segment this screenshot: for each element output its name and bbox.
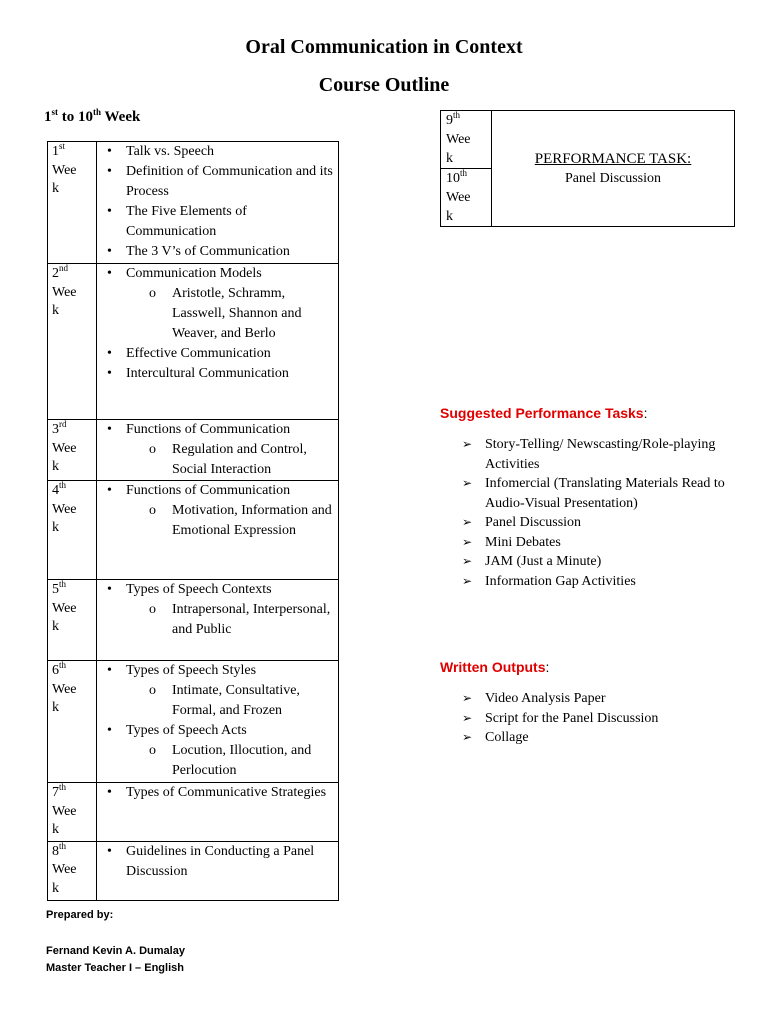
list-item: ➢ Information Gap Activities — [462, 572, 732, 592]
written-outputs-heading: Written Outputs: — [440, 659, 550, 675]
week-range-end-suffix: th — [93, 107, 102, 117]
week-range-end: 10 — [78, 109, 93, 125]
sub-list-item: o Aristotle, Schramm, Lasswell, Shannon and Weaver, and Berlo — [126, 284, 334, 344]
week-cell: 5th Wee k — [48, 580, 97, 661]
topics-cell — [97, 841, 339, 900]
list-item: • The 3 V’s of Communication — [97, 242, 334, 262]
table-row — [441, 111, 735, 169]
list-item: ➢ Collage — [462, 728, 732, 748]
topics-cell — [97, 481, 339, 580]
list-item: • Functions of Communication o Motivation, Information and Emotional Expression — [97, 481, 334, 541]
table-row — [48, 420, 339, 481]
week-cell: 2nd Wee k — [48, 264, 97, 420]
week-cell: 3rd Wee k — [48, 420, 97, 481]
list-item: ➢ Script for the Panel Discussion — [462, 709, 732, 729]
topics-cell — [97, 661, 339, 783]
sub-list-item: o Intimate, Consultative, Formal, and Frozen — [126, 681, 334, 721]
sub-list-item: o Motivation, Information and Emotional Expression — [126, 501, 334, 541]
list-item: • The Five Elements of Communication — [97, 202, 334, 242]
table-row — [48, 841, 339, 900]
week-cell: 8th Wee k — [48, 841, 97, 900]
topics-cell — [97, 142, 339, 264]
performance-task-text: Panel Discussion — [564, 170, 662, 186]
list-item: • Communication Models o Aristotle, Schramm, Lasswell, Shannon and Weaver, and Berlo — [97, 264, 334, 344]
suggested-tasks-list — [462, 435, 732, 591]
list-item: • Intercultural Communication — [97, 364, 334, 384]
list-item: • Talk vs. Speech — [97, 142, 334, 162]
performance-task-table — [440, 110, 735, 227]
list-item: ➢ Mini Debates — [462, 533, 732, 553]
week-cell: 4th Wee k — [48, 481, 97, 580]
week-cell: 6th Wee k — [48, 661, 97, 783]
topics-cell — [97, 580, 339, 661]
table-row — [48, 580, 339, 661]
week-range-start-suffix: st — [51, 107, 58, 117]
list-item: • Effective Communication — [97, 344, 334, 364]
topics-cell — [97, 420, 339, 481]
week-range-start: 1 — [44, 109, 52, 125]
sub-list-item: o Locution, Illocution, and Perlocution — [126, 741, 334, 781]
week-range-to: to — [58, 109, 78, 125]
list-item: • Definition of Communication and its Process — [97, 162, 334, 202]
week-cell: 10th Wee k — [441, 169, 492, 227]
list-item: ➢ Video Analysis Paper — [462, 689, 732, 709]
list-item: • Types of Speech Acts o Locution, Illocution, and Perlocution — [97, 721, 334, 781]
document-subtitle: Course Outline — [318, 74, 450, 96]
preparer-name: Fernand Kevin A. Dumalay — [46, 945, 185, 957]
list-item: • Types of Communicative Strategies — [97, 783, 334, 803]
sub-list-item: o Regulation and Control, Social Interaction — [126, 440, 334, 480]
list-item: ➢ Story-Telling/ Newscasting/Role-playing Activities — [462, 435, 732, 474]
prepared-by-label: Prepared by: — [46, 909, 114, 921]
document-title: Oral Communication in Context — [245, 36, 523, 58]
performance-task-title: PERFORMANCE TASK: — [534, 150, 692, 167]
week-range-heading — [44, 109, 140, 126]
week-cell: 7th Wee k — [48, 783, 97, 842]
table-row — [48, 783, 339, 842]
list-item: ➢ Panel Discussion — [462, 513, 732, 533]
suggested-tasks-heading: Suggested Performance Tasks: — [440, 405, 648, 421]
week-range-unit: Week — [101, 109, 141, 125]
written-outputs-list — [462, 689, 732, 748]
list-item: ➢ Infomercial (Translating Materials Read to Audio-Visual Presentation) — [462, 474, 732, 513]
week-cell: 1st Wee k — [48, 142, 97, 264]
sub-list-item: o Intrapersonal, Interpersonal, and Public — [126, 600, 334, 640]
table-row — [48, 661, 339, 783]
list-item: ➢ JAM (Just a Minute) — [462, 552, 732, 572]
table-row — [48, 142, 339, 264]
performance-task-cell — [492, 111, 735, 227]
course-outline-table — [47, 141, 339, 901]
list-item: • Functions of Communication o Regulation and Control, Social Interaction — [97, 420, 334, 480]
topics-cell — [97, 783, 339, 842]
table-row — [48, 481, 339, 580]
table-row — [48, 264, 339, 420]
topics-cell — [97, 264, 339, 420]
list-item: • Types of Speech Styles o Intimate, Consultative, Formal, and Frozen — [97, 661, 334, 721]
preparer-position: Master Teacher I – English — [46, 962, 184, 974]
week-cell: 9th Wee k — [441, 111, 492, 169]
list-item: • Types of Speech Contexts o Intrapersonal, Interpersonal, and Public — [97, 580, 334, 640]
list-item: • Guidelines in Conducting a Panel Discussion — [97, 842, 334, 882]
